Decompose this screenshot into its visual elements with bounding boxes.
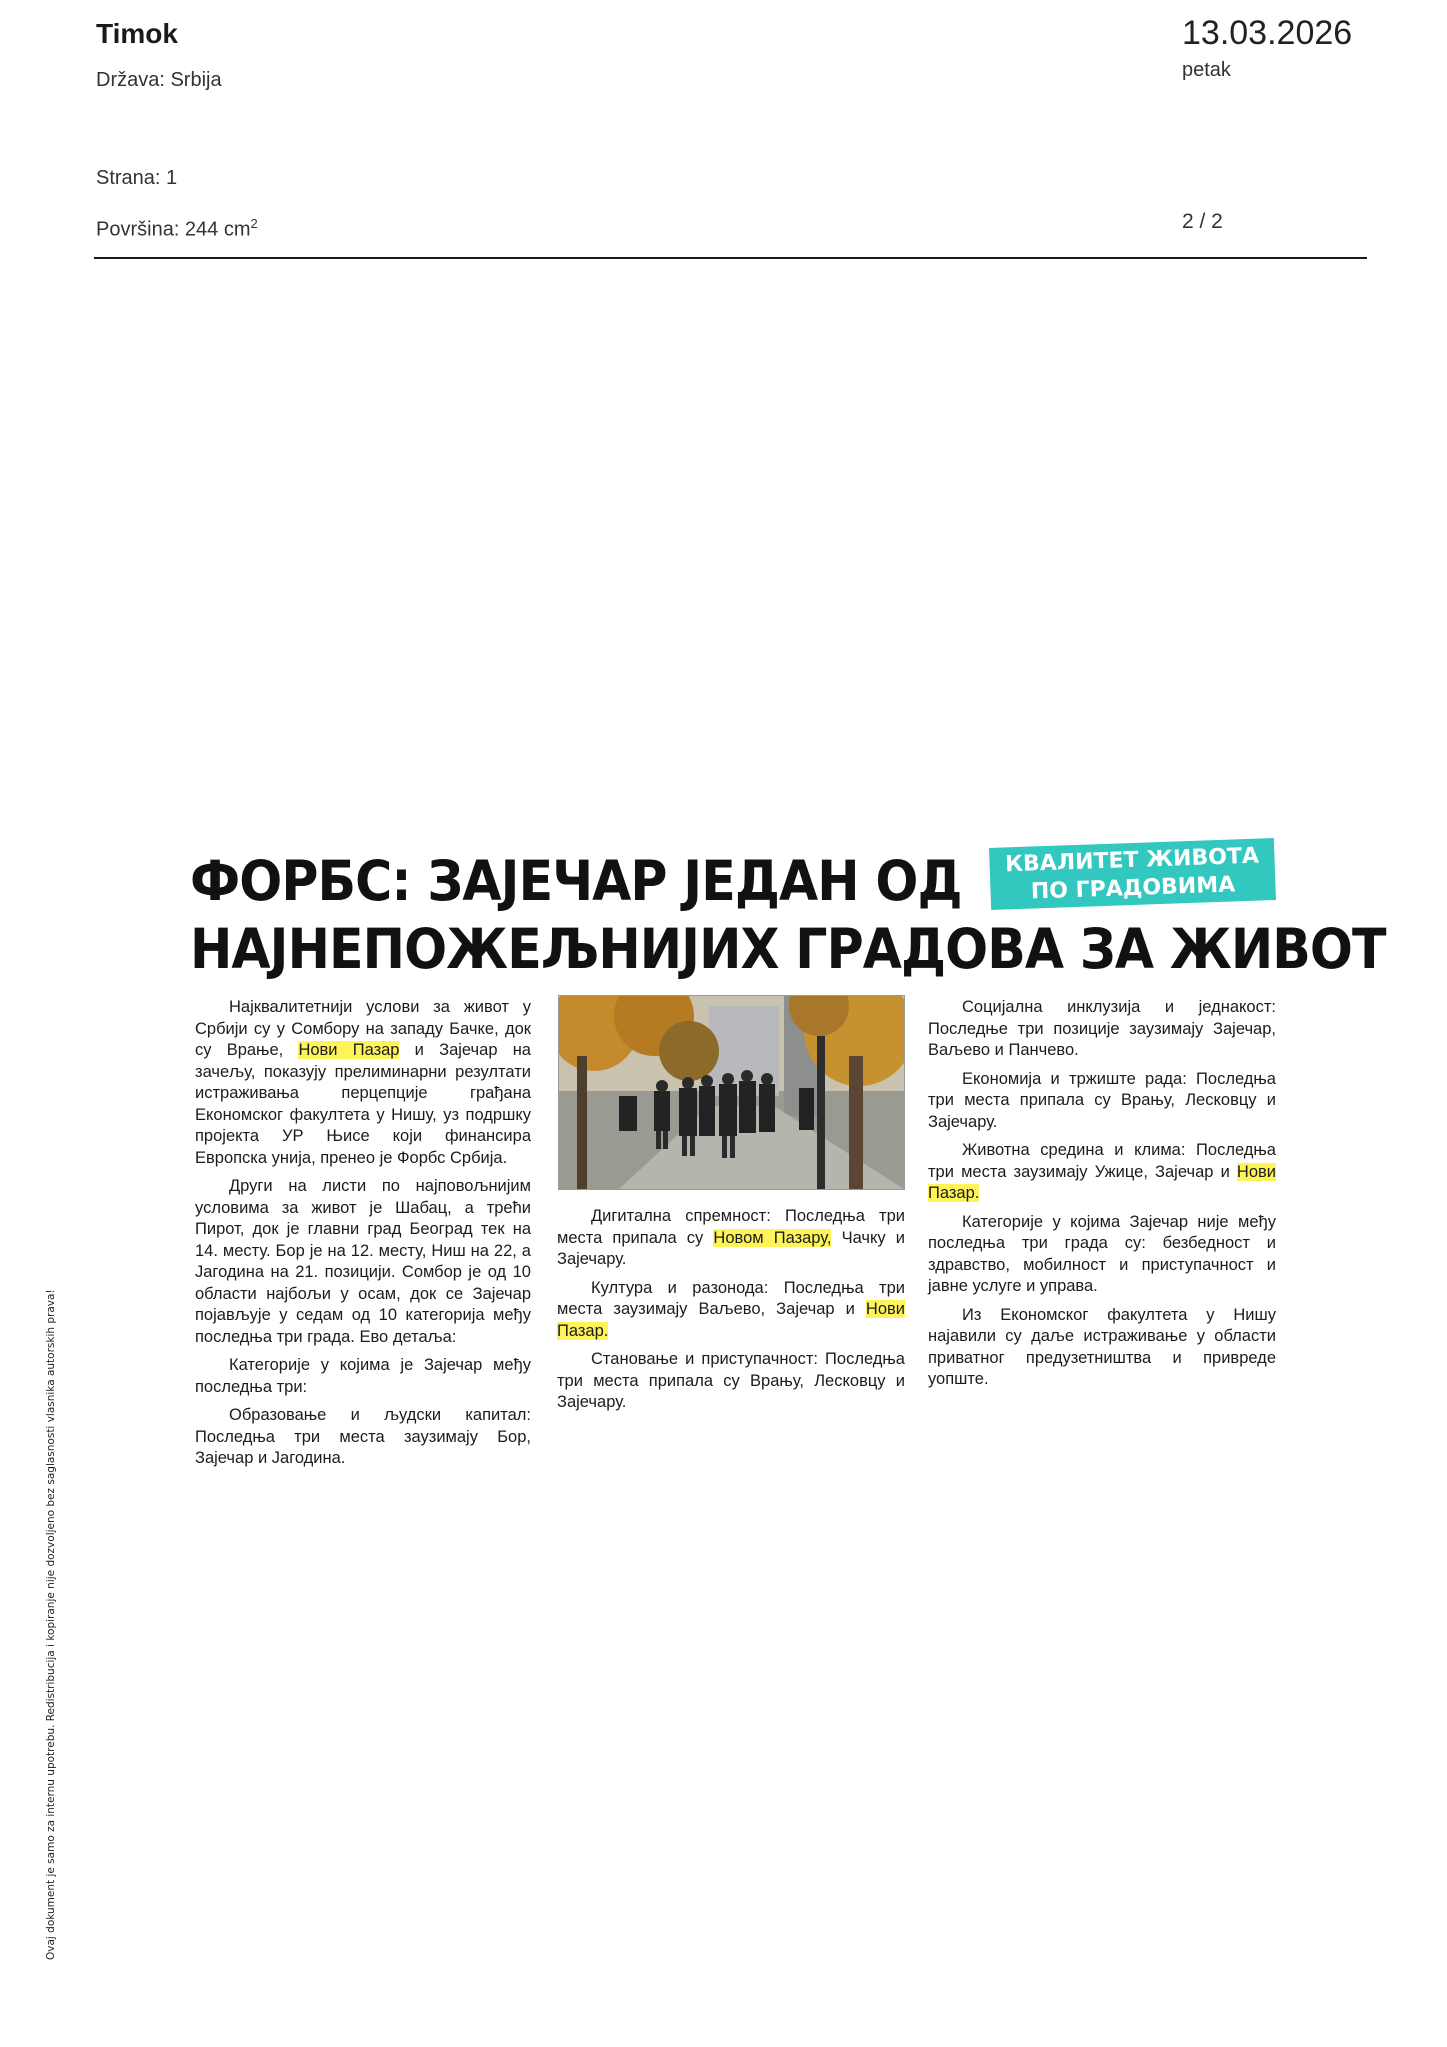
headline-line-1: ФОРБС: ЗАЈЕЧАР ЈЕДАН ОД (190, 849, 962, 913)
article-column-3 (928, 997, 1276, 1398)
paragraph-intro (195, 997, 531, 1169)
paragraph-categories-intro: Категорије у којима је Зајечар међу последња три: (195, 1356, 531, 1396)
issue-date: 13.03.2026 (1182, 14, 1353, 52)
paragraph-closing: Из Економског факултета у Нишу најавили су даље истраживање у области приватног предузетништва и привреде уопште. (928, 1305, 1276, 1388)
paragraph-economy: Економија и тржиште рада: Последња три места припала су Врању, Лесковцу и Зајечару. (928, 1069, 1276, 1131)
p5-text-a: Дигитална спремност: Последња три места припала су (557, 1207, 905, 1247)
headline-line-2: НАЈНЕПОЖЕЉНИЈИХ ГРАДОВА ЗА ЖИВОТ (190, 917, 1386, 981)
highlight-novi-pazar: Нови Пазар (298, 1041, 400, 1059)
street-photo (558, 995, 905, 1190)
p1-text-a: Најквалитетнији услови за живот у Србији су у Сомбору на западу Бачке, док су Врање, (195, 998, 531, 1059)
p5-text-b: Чачку и Зајечару. (557, 1228, 905, 1268)
paragraph-inclusion: Социјална инклузија и једнакост: Последње три позиције заузимају Зајечар, Ваљево и Панчево. (928, 998, 1276, 1059)
highlight-novi-pazar-2: Нови Пазар. (557, 1300, 905, 1340)
article-column-1 (195, 997, 531, 1477)
header-divider (94, 257, 1367, 259)
paragraph-environment (928, 1140, 1276, 1205)
issue-weekday: petak (1182, 59, 1231, 81)
page-counter: 2 / 2 (1182, 210, 1223, 233)
highlight-novom-pazaru: Новом Пазару, (713, 1228, 832, 1247)
paragraph-ranking: Други на листи по најповољнијим условима за живот је Шабац, а трећи Пирот, док је главни град Београд тек на 14. месту. Бор је на 12. месту, Ниш на 22, а Јагодина на 21. позицији. Сомбор је од 10 области најбољи у осам, док се Зајечар појављује у седам од 10 категорија међу последња три града. Ево детаља: (195, 1177, 531, 1346)
area-unit-superscript: 2 (250, 216, 258, 231)
area-value: Površina: 244 cm (96, 218, 251, 241)
article-column-2 (557, 1206, 905, 1421)
publication-name: Timok (96, 18, 178, 49)
copyright-side-note: Ovaj dokument je samo za internu upotrebu. Redistribucija i kopiranje nije dozvoljeno bez saglasnosti vlasnika autorskih prava! (45, 1289, 57, 1960)
paragraph-not-last: Категорије у којима Зајечар није међу последња три града су: безбедност и здравство, мобилност и приступачност и јавне услуге и управа. (928, 1212, 1276, 1295)
kicker-line-1: КВАЛИТЕТ ЖИВОТА (1004, 843, 1260, 878)
p10-text-a: Животна средина и клима: Последња три места заузимају Ужице, Зајечар и (928, 1141, 1276, 1181)
paragraph-education: Образовање и људски капитал: Последња три места заузимају Бор, Зајечар и Јагодина. (195, 1406, 531, 1467)
area-label (96, 216, 258, 242)
p6-text-a: Култура и разонода: Последња три места заузимају Ваљево, Зајечар и (557, 1278, 905, 1318)
paragraph-culture (557, 1278, 905, 1343)
paragraph-digital (557, 1206, 905, 1271)
country-label: Država: Srbija (96, 69, 222, 91)
kicker-badge (989, 838, 1276, 910)
kicker-line-2: ПО ГРАДОВИМА (1030, 872, 1236, 905)
highlight-novi-pazar-3: Нови Пазар. (928, 1162, 1276, 1202)
page-label: Strana: 1 (96, 167, 178, 189)
paragraph-housing: Становање и приступачност: Последња три места припала су Врању, Лесковцу и Зајечару. (557, 1350, 905, 1411)
p1-text-b: и Зајечар на зачељу, показују прелиминарни резултати истраживања перцепције грађана Економског факултета у Нишу, уз подршку пројекта УР Њисе који финансира Европска унија, пренео је Форбс Србија. (195, 1041, 531, 1167)
